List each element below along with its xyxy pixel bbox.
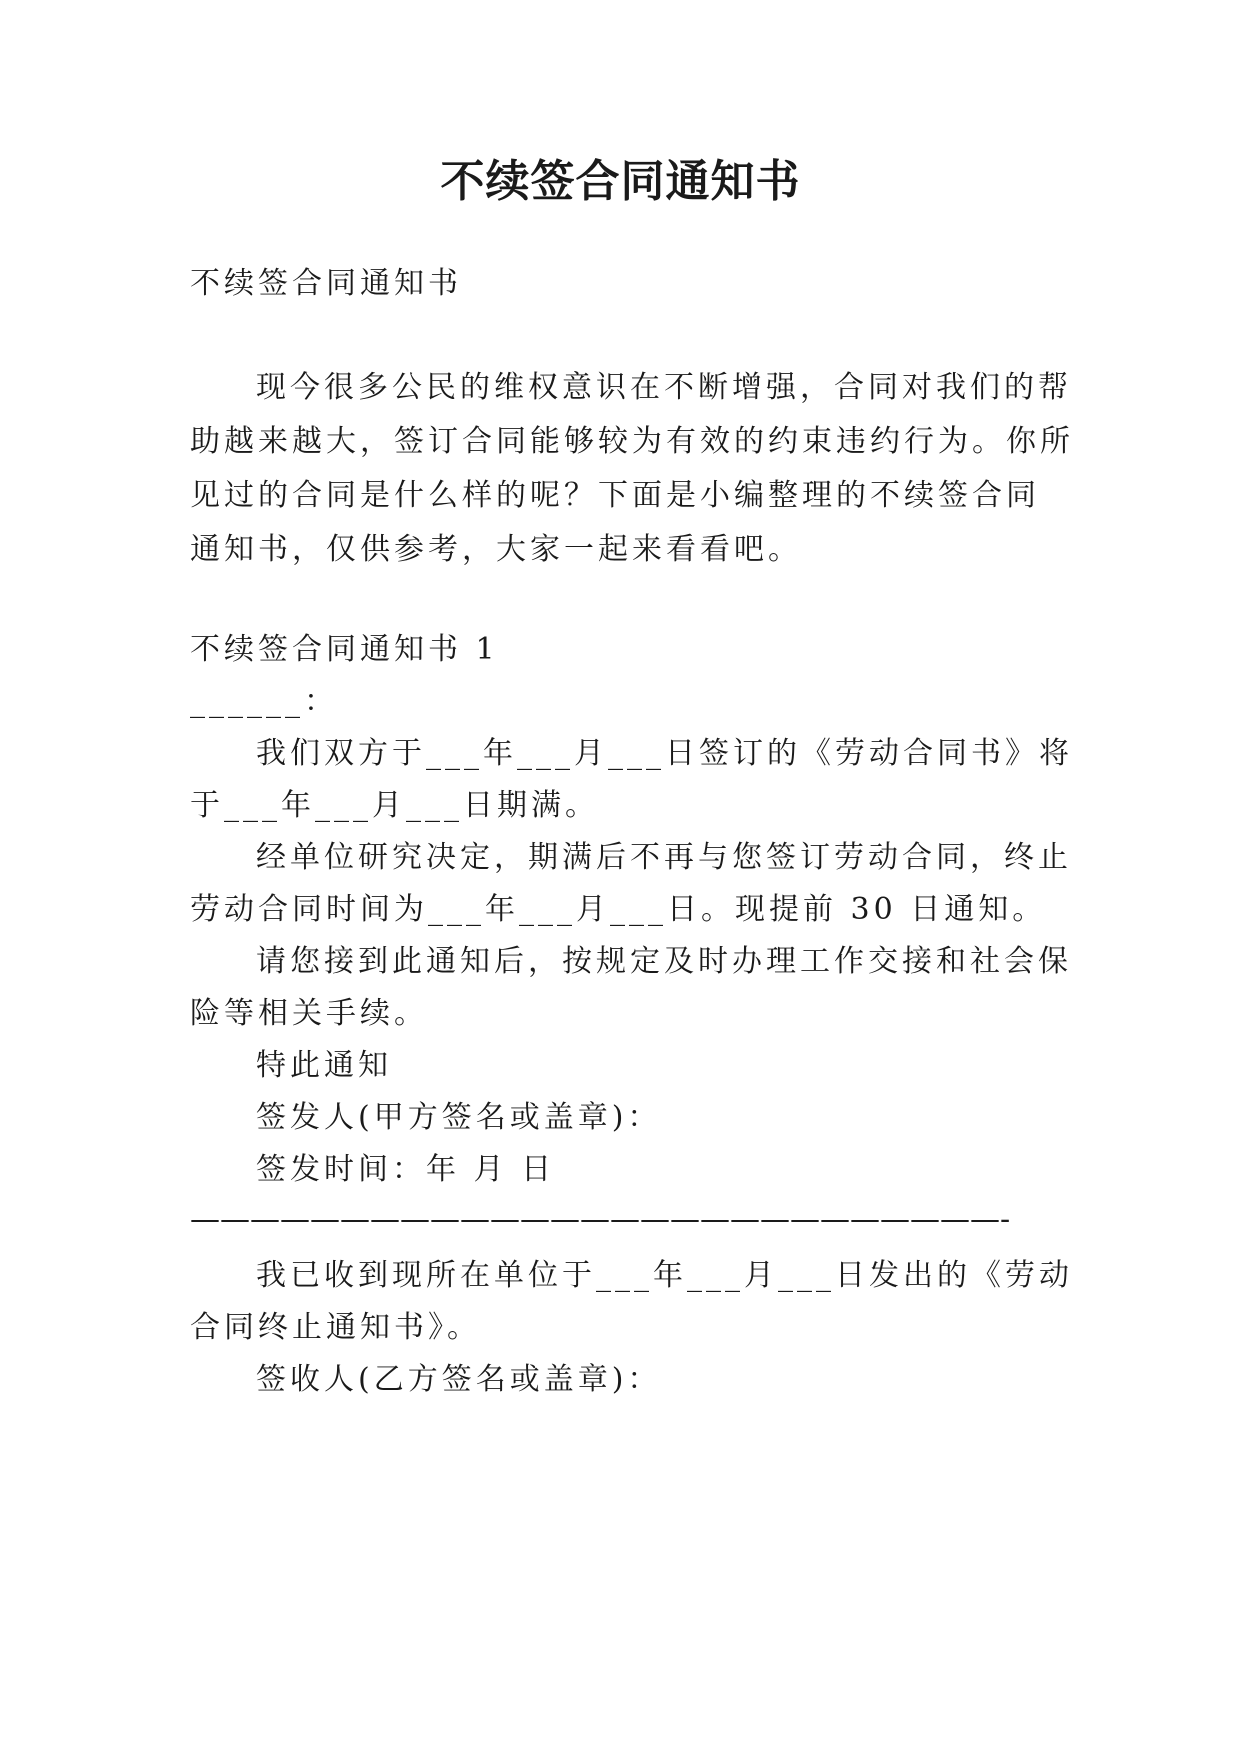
intro-line: 现今很多公民的维权意识在不断增强，合同对我们的帮 bbox=[256, 370, 1072, 405]
separator-line: ———————————————————————————- bbox=[190, 1202, 1011, 1237]
recipient-signature-line: 签收人(乙方签名或盖章)： bbox=[256, 1362, 662, 1397]
body-line: 劳动合同时间为___年___月___日。现提前 30 日通知。 bbox=[190, 892, 1047, 927]
document-title: 不续签合同通知书 bbox=[440, 156, 801, 207]
issuer-signature-line: 签发人(甲方签名或盖章)： bbox=[256, 1100, 662, 1135]
body-line: 险等相关手续。 bbox=[190, 996, 428, 1031]
intro-line: 通知书，仅供参考，大家一起来看看吧。 bbox=[190, 532, 802, 567]
closing-line: 特此通知 bbox=[256, 1048, 392, 1083]
body-line: 请您接到此通知后，按规定及时办理工作交接和社会保 bbox=[256, 944, 1072, 979]
intro-line: 见过的合同是什么样的呢？下面是小编整理的不续签合同 bbox=[190, 478, 1040, 513]
addressee-line: ______： bbox=[190, 684, 338, 719]
receipt-line: 我已收到现所在单位于___年___月___日发出的《劳动 bbox=[256, 1258, 1073, 1293]
body-line: 我们双方于___年___月___日签订的《劳动合同书》将 bbox=[256, 736, 1073, 771]
section-heading: 不续签合同通知书 1 bbox=[190, 632, 499, 667]
receipt-line: 合同终止通知书》。 bbox=[190, 1310, 481, 1345]
body-line: 于___年___月___日期满。 bbox=[190, 788, 599, 823]
body-line: 经单位研究决定，期满后不再与您签订劳动合同，终止 bbox=[256, 840, 1072, 875]
issue-date-line: 签发时间：年 月 日 bbox=[256, 1152, 556, 1187]
document-subtitle: 不续签合同通知书 bbox=[190, 266, 462, 301]
intro-line: 助越来越大，签订合同能够较为有效的约束违约行为。你所 bbox=[190, 424, 1074, 459]
